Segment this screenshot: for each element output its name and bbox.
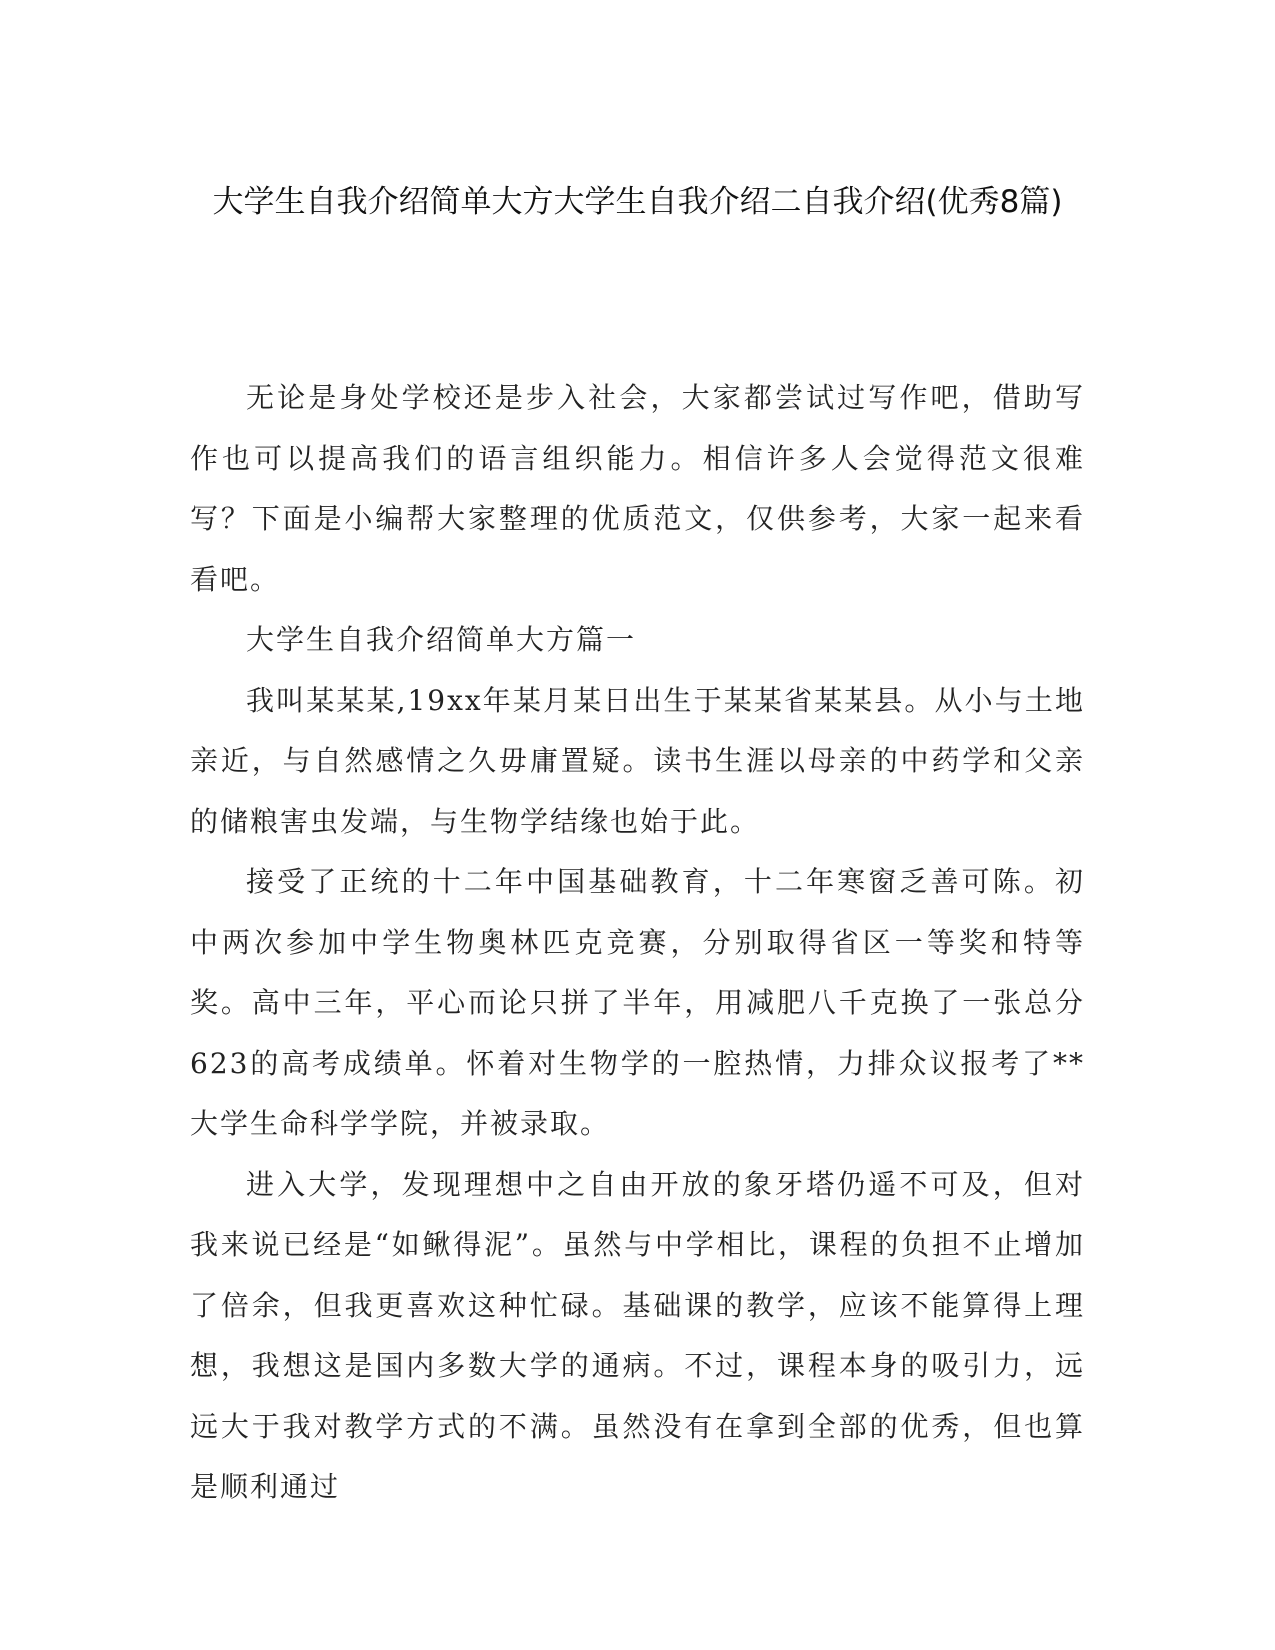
document-body [190,368,1085,1518]
body-paragraph: 我叫某某某,19xx年某月某日出生于某某省某某县。从小与土地亲近，与自然感情之久毋庸置疑。读书生涯以母亲的中药学和父亲的储粮害虫发端，与生物学结缘也始于此。 [190,683,1085,838]
body-paragraph: 进入大学，发现理想中之自由开放的象牙塔仍遥不可及，但对我来说已经是“如鳅得泥”。虽然与中学相比，课程的负担不止增加了倍余，但我更喜欢这种忙碌。基础课的教学，应该不能算得上理想，我想这是国内多数大学的通病。不过，课程本身的吸引力，远远大于我对教学方式的不满。虽然没有在拿到全部的优秀，但也算是顺利通过 [190,1167,1085,1503]
document-title: 大学生自我介绍简单大方大学生自我介绍二自我介绍(优秀8篇) [212,184,1063,220]
section-heading: 大学生自我介绍简单大方篇一 [246,623,637,656]
body-paragraph: 接受了正统的十二年中国基础教育，十二年寒窗乏善可陈。初中两次参加中学生物奥林匹克竞赛，分别取得省区一等奖和特等奖。高中三年，平心而论只拼了半年，用减肥八千克换了一张总分623的高考成绩单。怀着对生物学的一腔热情，力排众议报考了**大学生命科学学院，并被录取。 [190,865,1085,1140]
intro-paragraph: 无论是身处学校还是步入社会，大家都尝试过写作吧，借助写作也可以提高我们的语言组织能力。相信许多人会觉得范文很难写？下面是小编帮大家整理的优质范文，仅供参考，大家一起来看看吧。 [190,381,1085,596]
